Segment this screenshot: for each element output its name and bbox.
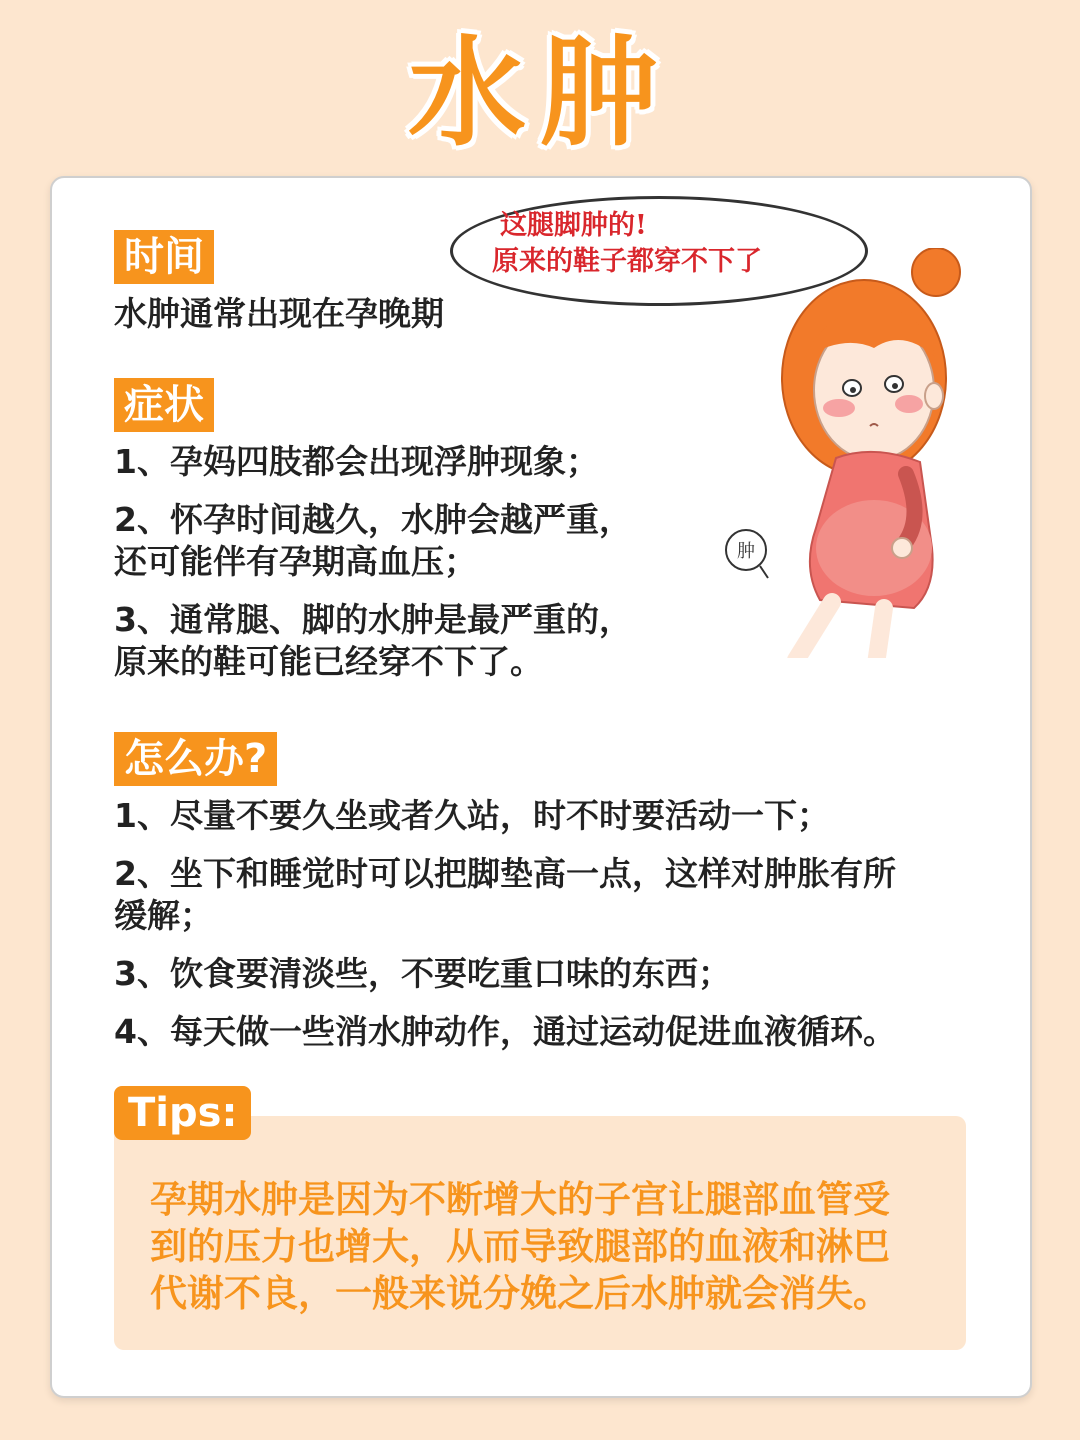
speech-bubble-line-2: 原来的鞋子都穿不下了 [492,246,762,277]
remedy-line: 1、尽量不要久坐或者久站，时不时要活动一下； [114,796,830,835]
remedy-line: 3、饮食要清淡些，不要吃重口味的东西； [114,954,731,993]
tips-line: 代谢不良，一般来说分娩之后水肿就会消失。 [150,1272,890,1315]
tips-line: 到的压力也增大，从而导致腿部的血液和淋巴 [150,1225,890,1268]
page-title: 水肿 [407,24,672,162]
symptom-line: 1、孕妈四肢都会出现浮肿现象； [114,442,599,481]
content-card [50,176,1032,1398]
symptom-line: 3、通常腿、脚的水肿是最严重的， [114,600,632,639]
symptom-line: 原来的鞋可能已经穿不下了。 [114,642,543,681]
tips-line: 孕期水肿是因为不断增大的子宫让腿部血管受 [150,1178,890,1221]
swelling-label: 肿 [737,541,755,562]
speech-bubble-line-1: 这腿脚肿的! [500,210,647,241]
tips-heading: Tips: [114,1086,251,1140]
pregnant-woman-illustration [724,248,1014,658]
time-text: 水肿通常出现在孕晚期 [114,294,444,333]
remedy-line: 2、坐下和睡觉时可以把脚垫高一点，这样对肿胀有所 [114,854,896,893]
time-heading: 时间 [114,230,214,284]
remedies-heading: 怎么办? [114,732,277,786]
symptom-line: 2、怀孕时间越久，水肿会越严重， [114,500,632,539]
remedy-line: 缓解； [114,896,213,935]
remedy-line: 4、每天做一些消水肿动作，通过运动促进血液循环。 [114,1012,896,1051]
symptoms-heading: 症状 [114,378,214,432]
symptom-line: 还可能伴有孕期高血压； [114,542,477,581]
